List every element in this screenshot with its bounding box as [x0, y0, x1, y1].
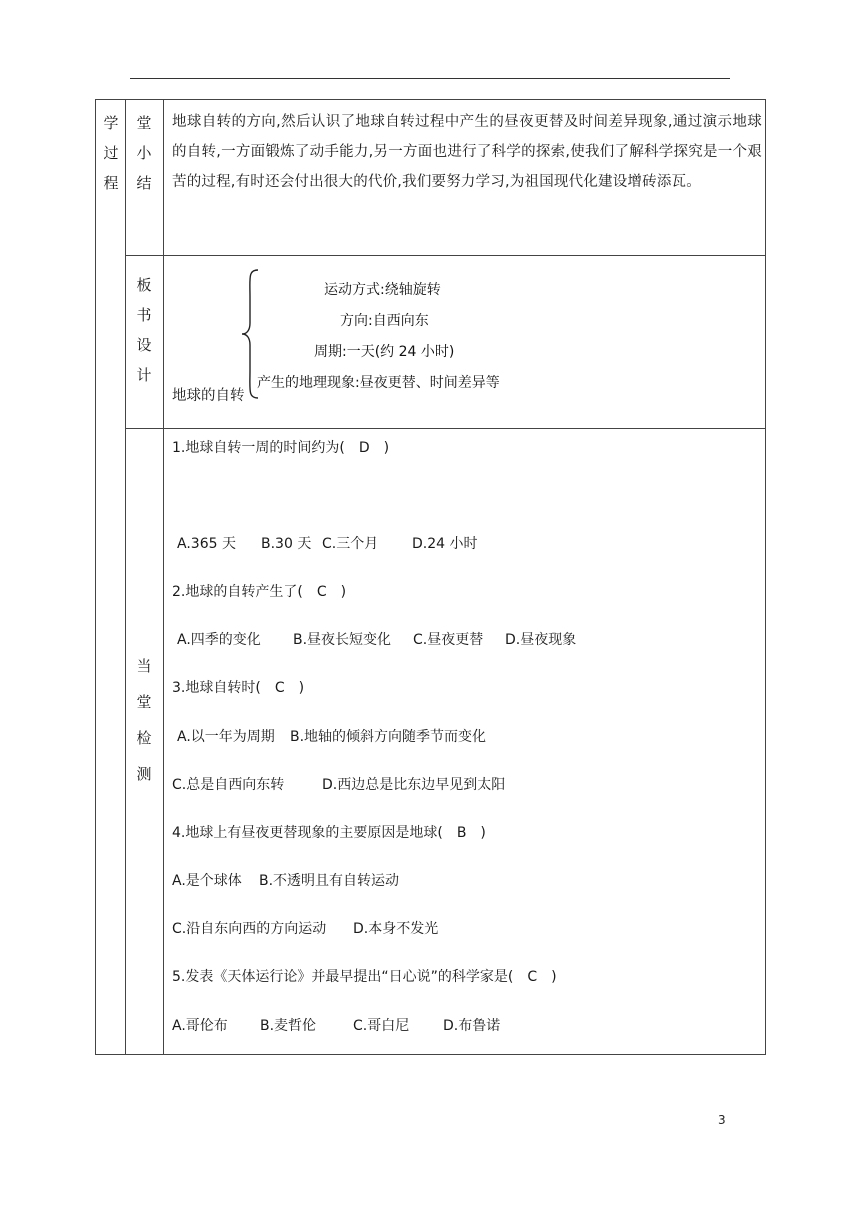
board-item-motion: 运动方式:绕轴旋转 — [324, 282, 441, 298]
q3-option-d: D.西边总是比东边早见到太阳 — [322, 777, 506, 793]
row-divider-1 — [125, 255, 766, 256]
q3-option-a: A.以一年为周期 — [177, 729, 275, 745]
section-label-char: 过 — [103, 144, 119, 162]
summary-label-char: 小 — [136, 144, 152, 162]
q5-option-d: D.布鲁诺 — [443, 1018, 501, 1034]
q4-option-d: D.本身不发光 — [353, 921, 439, 937]
summary-label-char: 结 — [136, 174, 152, 192]
q5-option-b: B.麦哲伦 — [260, 1018, 317, 1034]
q4-option-b: B.不透明且有自转运动 — [259, 873, 400, 889]
table-bottom-border — [95, 1054, 766, 1055]
board-item-period: 周期:一天(约 24 小时) — [314, 344, 455, 360]
q4-option-c: C.沿自东向西的方向运动 — [172, 921, 327, 937]
board-design-label-char: 计 — [136, 366, 152, 384]
board-root-label: 地球的自转 — [172, 388, 245, 404]
quiz-label-char: 当 — [136, 657, 152, 675]
section-label-char: 学 — [103, 114, 119, 132]
q1-option-a: A.365 天 — [177, 536, 236, 552]
table-top-border — [95, 99, 766, 100]
question-3: 3.地球自转时( C ) — [172, 680, 305, 696]
board-item-direction: 方向:自西向东 — [340, 313, 429, 329]
section-label-char: 程 — [103, 174, 119, 192]
q4-option-a: A.是个球体 — [172, 873, 242, 889]
board-item-phenomena: 产生的地理现象:昼夜更替、时间差异等 — [257, 375, 500, 391]
question-2: 2.地球的自转产生了( C ) — [172, 584, 347, 600]
quiz-label — [129, 648, 159, 792]
q2-option-b: B.昼夜长短变化 — [293, 632, 392, 648]
question-5: 5.发表《天体运行论》并最早提出“日心说”的科学家是( C ) — [172, 969, 557, 985]
table-left-border — [95, 99, 96, 1055]
q1-option-c: C.三个月 — [322, 536, 379, 552]
question-1: 1.地球自转一周的时间约为( D ) — [172, 440, 390, 456]
row-divider-2 — [125, 428, 766, 429]
page-number: 3 — [718, 1113, 726, 1127]
board-design-label-char: 书 — [136, 306, 152, 324]
summary-text: 地球自转的方向,然后认识了地球自转过程中产生的昼夜更替及时间差异现象,通过演示地球的自转,一方面锻炼了动手能力,另一方面也进行了科学的探索,使我们了解科学探究是一个艰苦的过程,有时还会付出很大的代价,我们要努力学习,为祖国现代化建设增砖添瓦。 — [172, 114, 762, 190]
board-design-label-char: 设 — [136, 336, 152, 354]
q3-option-c: C.总是自西向东转 — [172, 777, 285, 793]
section-label — [96, 108, 126, 198]
header-rule — [130, 78, 730, 79]
column-divider-1 — [125, 99, 126, 1055]
q3-option-b: B.地轴的倾斜方向随季节而变化 — [290, 729, 487, 745]
quiz-label-char: 堂 — [136, 693, 152, 711]
q2-option-a: A.四季的变化 — [177, 632, 261, 648]
column-divider-2 — [163, 99, 164, 1055]
summary-label-char: 堂 — [136, 114, 152, 132]
q1-option-d: D.24 小时 — [412, 536, 478, 552]
lesson-table — [95, 99, 766, 1055]
board-design-label-char: 板 — [136, 276, 152, 294]
q5-option-a: A.哥伦布 — [172, 1018, 228, 1034]
q2-option-d: D.昼夜现象 — [505, 632, 577, 648]
table-right-border — [765, 99, 766, 1055]
summary-label — [129, 108, 159, 198]
board-design-label — [129, 270, 159, 390]
q1-option-b: B.30 天 — [261, 536, 312, 552]
quiz-label-char: 检 — [136, 729, 152, 747]
q5-option-c: C.哥白尼 — [353, 1018, 410, 1034]
quiz-label-char: 测 — [136, 765, 152, 783]
question-4: 4.地球上有昼夜更替现象的主要原因是地球( B ) — [172, 825, 486, 841]
q2-option-c: C.昼夜更替 — [413, 632, 484, 648]
